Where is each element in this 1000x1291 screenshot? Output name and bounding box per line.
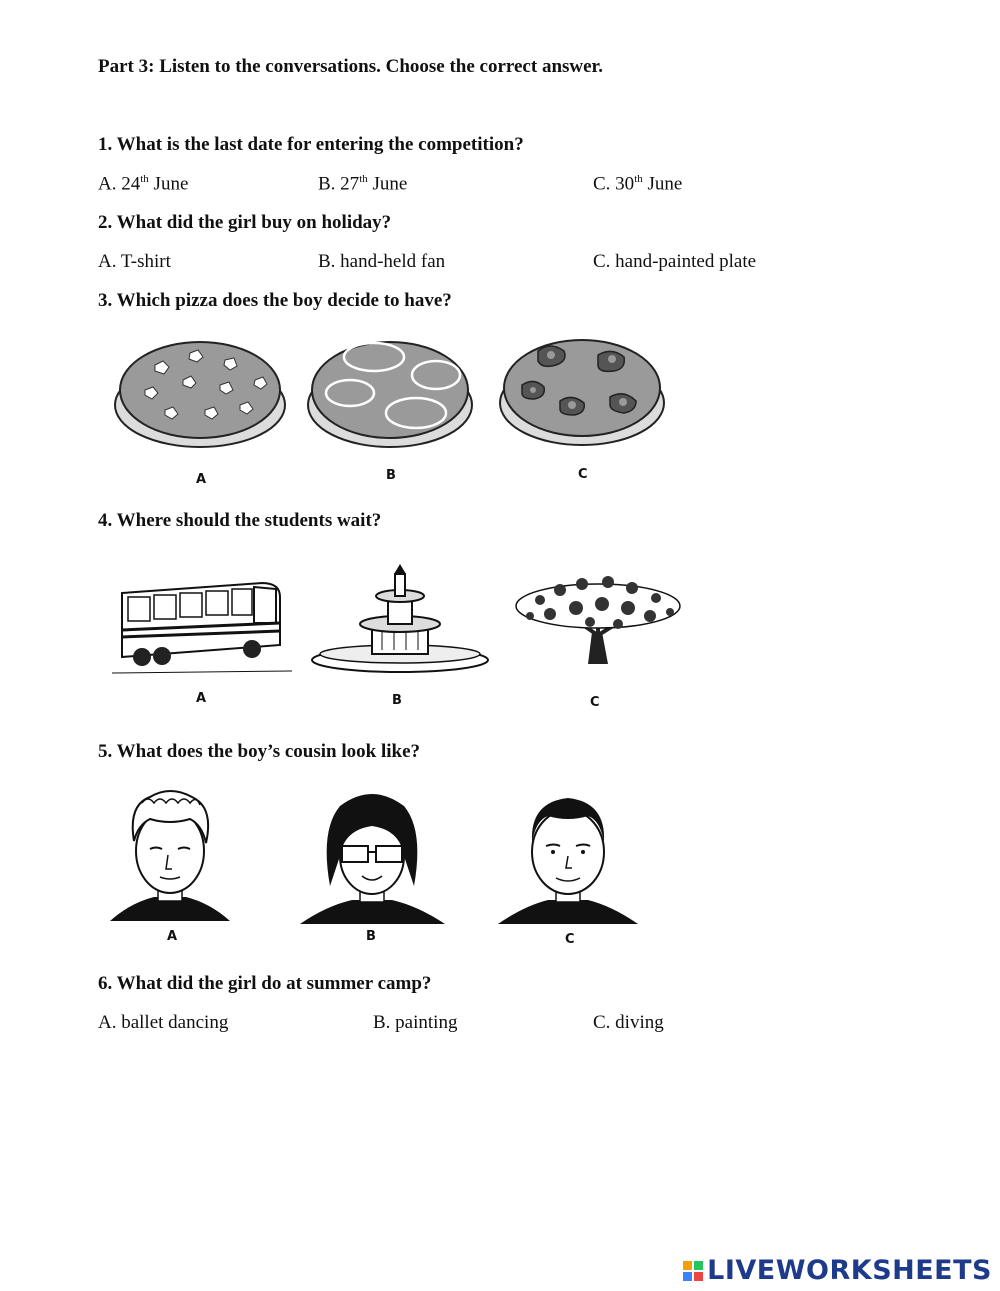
face-c-image[interactable] (498, 790, 638, 925)
q1-option-c[interactable]: C. 30th June (593, 173, 683, 195)
q6-option-b[interactable]: B. painting (373, 1012, 458, 1033)
brand-text: LIVEWORKSHEETS (707, 1255, 992, 1286)
question-4: 4. Where should the students wait? (98, 510, 382, 531)
face-c-label: C (565, 932, 575, 947)
question-2: 2. What did the girl buy on holiday? (98, 212, 392, 233)
face-b-label: B (366, 929, 376, 944)
question-6: 6. What did the girl do at summer camp? (98, 973, 432, 994)
place-b-label: B (392, 693, 402, 708)
pizza-a-image[interactable] (115, 335, 295, 450)
q6-option-c[interactable]: C. diving (593, 1012, 664, 1033)
question-5: 5. What does the boy’s cousin look like? (98, 741, 420, 762)
pizza-b-image[interactable] (308, 335, 478, 450)
liveworksheets-logo[interactable] (683, 1255, 992, 1286)
face-a-image[interactable] (110, 785, 230, 925)
pizza-c-label: C (578, 467, 588, 482)
fountain-b-image[interactable] (310, 562, 490, 677)
bus-a-image[interactable] (112, 575, 292, 685)
pizza-b-label: B (386, 468, 396, 483)
face-b-image[interactable] (300, 790, 445, 925)
logo-blocks-icon (683, 1261, 703, 1281)
page-title: Part 3: Listen to the conversations. Choose the correct answer. (98, 56, 603, 77)
pizza-a-label: A (196, 472, 207, 487)
question-1: 1. What is the last date for entering the competition? (98, 134, 524, 155)
tree-c-image[interactable] (510, 572, 685, 672)
face-a-label: A (167, 929, 178, 944)
place-a-label: A (196, 691, 207, 706)
q2-option-c[interactable]: C. hand-painted plate (593, 251, 757, 272)
q1-option-b[interactable]: B. 27th June (318, 173, 408, 195)
pizza-c-image[interactable] (498, 333, 668, 448)
question-3: 3. Which pizza does the boy decide to have? (98, 290, 452, 311)
q2-option-a[interactable]: A. T-shirt (98, 251, 171, 272)
q1-option-a[interactable]: A. 24th June (98, 173, 189, 195)
q6-option-a[interactable]: A. ballet dancing (98, 1012, 229, 1033)
place-c-label: C (590, 695, 600, 710)
q2-option-b[interactable]: B. hand-held fan (318, 251, 446, 272)
